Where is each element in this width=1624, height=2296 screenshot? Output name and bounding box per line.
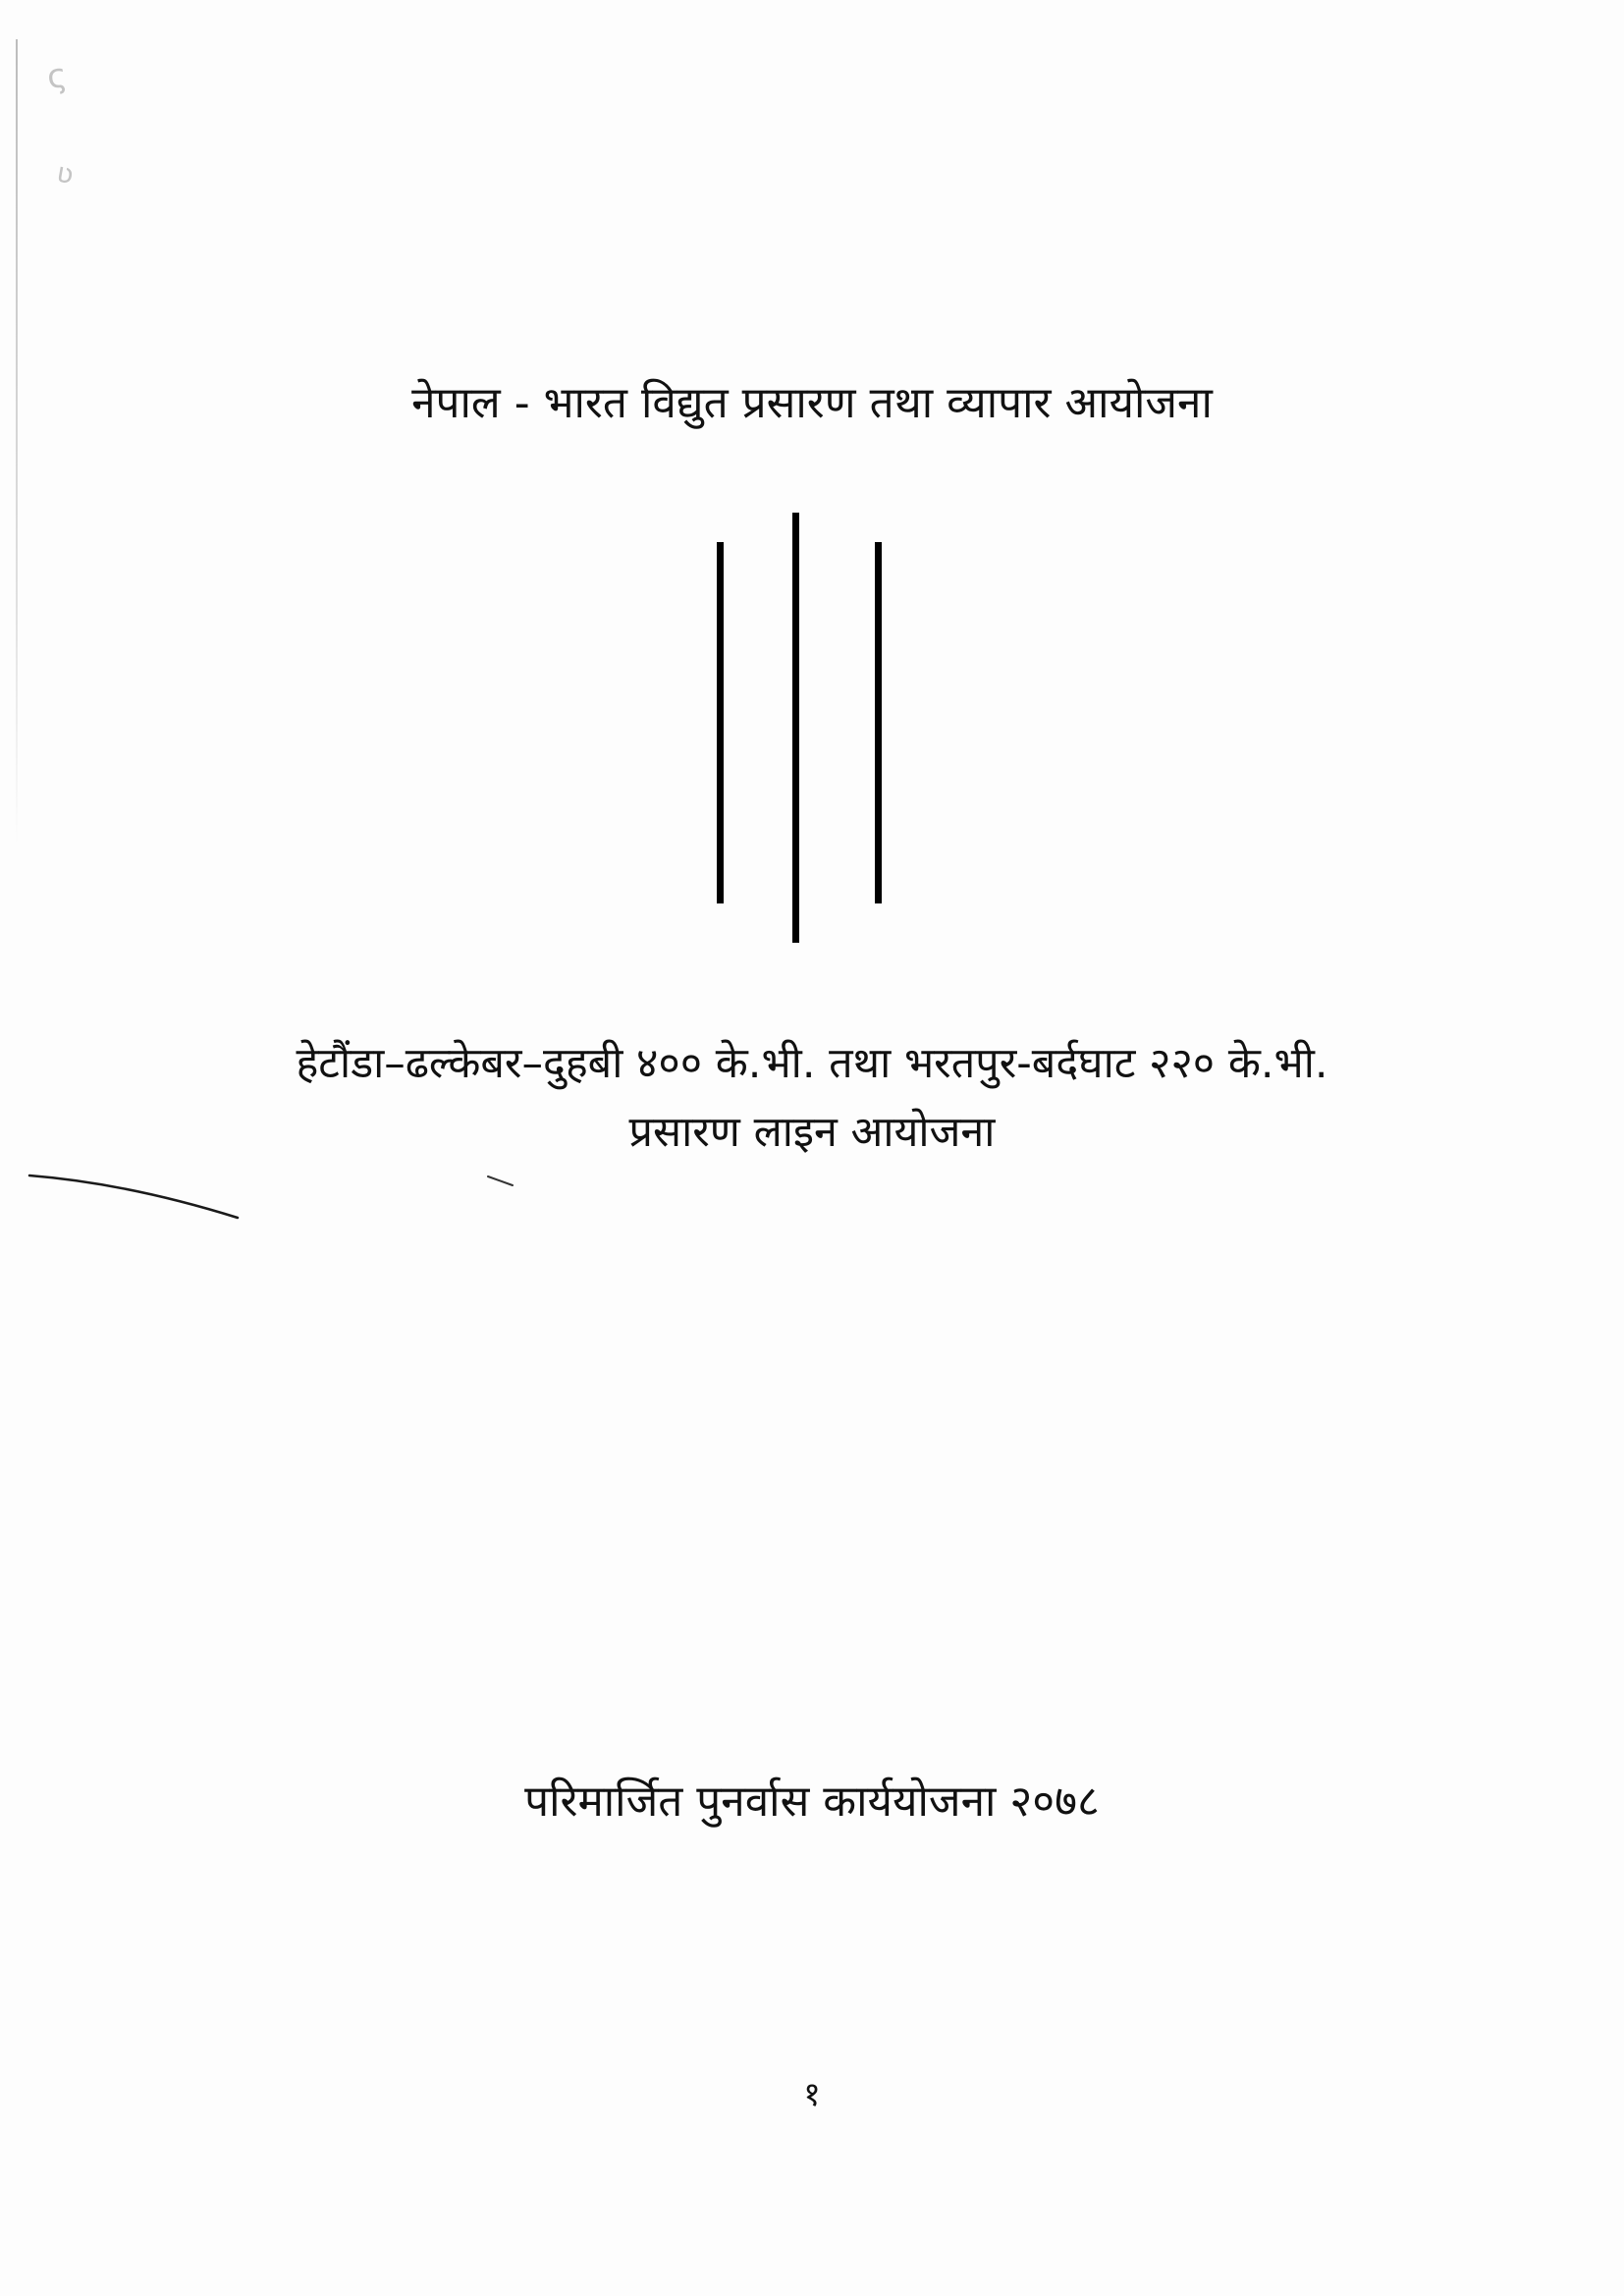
subject-line-1: हेटौंडा–ढल्केबर–दुहबी ४०० के.भी. तथा भरतपुर-बर्दघाट २२० के.भी. [296,1039,1328,1088]
subject-line-2: प्रसारण लाइन आयोजना [628,1108,996,1157]
faint-margin-mark: ʋ [54,155,77,191]
page-number: १ [803,2075,821,2114]
pen-stroke-short [488,1176,513,1185]
report-title: परिमार्जित पुनर्वास कार्ययोजना २०७८ [524,1777,1100,1827]
project-header: नेपाल - भारत विद्युत प्रसारण तथा व्यापार आयोजना [411,378,1213,428]
faint-margin-mark: ς [44,55,70,98]
pen-stroke-long [29,1175,238,1218]
